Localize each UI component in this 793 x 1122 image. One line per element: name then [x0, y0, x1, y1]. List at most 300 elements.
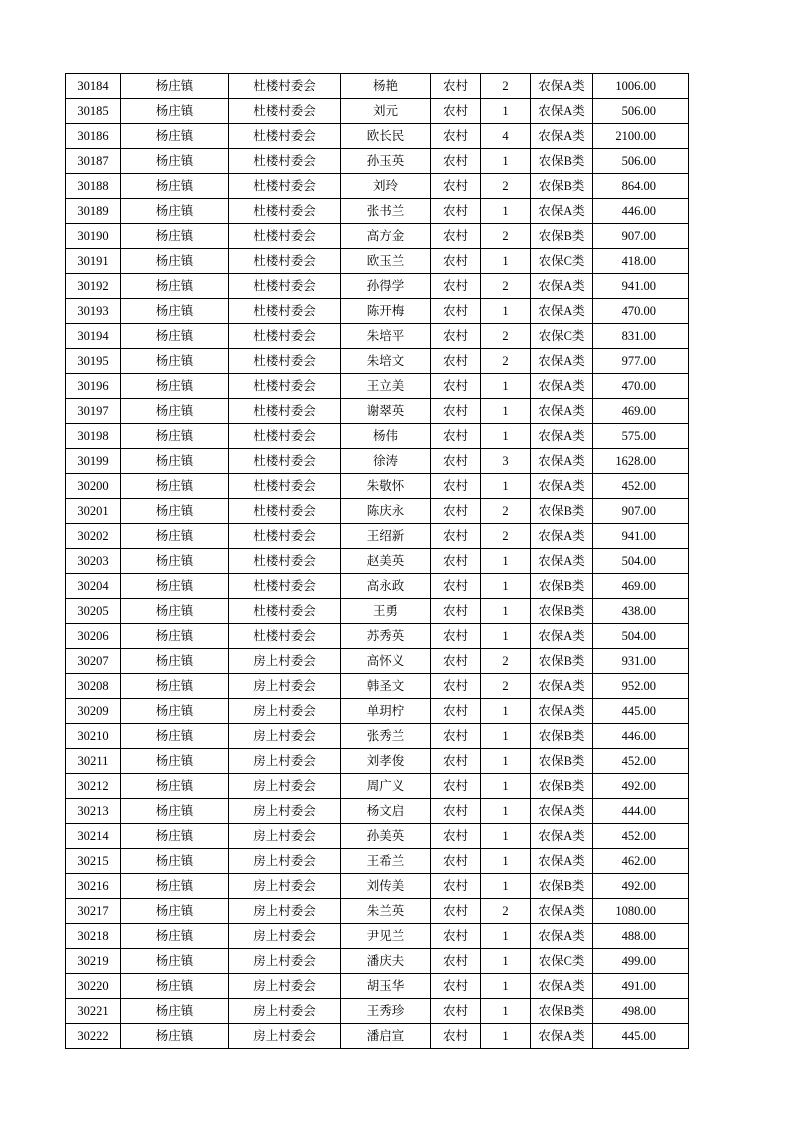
cell-count: 1	[481, 849, 531, 874]
cell-town: 杨庄镇	[121, 824, 229, 849]
cell-category: 农保A类	[531, 349, 593, 374]
cell-id: 30191	[66, 249, 121, 274]
cell-name: 孙得学	[341, 274, 431, 299]
cell-name: 杨伟	[341, 424, 431, 449]
cell-count: 1	[481, 374, 531, 399]
cell-amount: 504.00	[593, 549, 689, 574]
cell-category: 农保B类	[531, 224, 593, 249]
cell-amount: 470.00	[593, 299, 689, 324]
cell-id: 30185	[66, 99, 121, 124]
cell-village: 杜楼村委会	[229, 299, 341, 324]
cell-village: 杜楼村委会	[229, 524, 341, 549]
cell-count: 2	[481, 674, 531, 699]
cell-id: 30199	[66, 449, 121, 474]
cell-village: 房上村委会	[229, 799, 341, 824]
cell-count: 2	[481, 324, 531, 349]
cell-count: 2	[481, 524, 531, 549]
cell-count: 1	[481, 249, 531, 274]
table-row	[66, 299, 689, 324]
cell-id: 30210	[66, 724, 121, 749]
cell-amount: 438.00	[593, 599, 689, 624]
cell-amount: 446.00	[593, 724, 689, 749]
cell-amount: 931.00	[593, 649, 689, 674]
cell-village: 杜楼村委会	[229, 249, 341, 274]
cell-village: 房上村委会	[229, 1024, 341, 1049]
cell-residence: 农村	[431, 624, 481, 649]
cell-category: 农保A类	[531, 899, 593, 924]
table-row	[66, 499, 689, 524]
cell-name: 孙玉英	[341, 149, 431, 174]
cell-name: 欧玉兰	[341, 249, 431, 274]
cell-count: 1	[481, 999, 531, 1024]
cell-category: 农保A类	[531, 699, 593, 724]
cell-town: 杨庄镇	[121, 324, 229, 349]
cell-residence: 农村	[431, 774, 481, 799]
cell-count: 1	[481, 724, 531, 749]
cell-residence: 农村	[431, 899, 481, 924]
cell-name: 朱培文	[341, 349, 431, 374]
cell-name: 刘元	[341, 99, 431, 124]
cell-amount: 452.00	[593, 824, 689, 849]
table-row	[66, 674, 689, 699]
cell-id: 30209	[66, 699, 121, 724]
cell-name: 朱敬怀	[341, 474, 431, 499]
cell-id: 30184	[66, 74, 121, 99]
cell-town: 杨庄镇	[121, 299, 229, 324]
cell-amount: 445.00	[593, 699, 689, 724]
cell-count: 1	[481, 399, 531, 424]
table-row	[66, 374, 689, 399]
cell-category: 农保B类	[531, 574, 593, 599]
cell-count: 1	[481, 974, 531, 999]
cell-village: 房上村委会	[229, 999, 341, 1024]
cell-count: 1	[481, 574, 531, 599]
cell-count: 1	[481, 799, 531, 824]
cell-village: 杜楼村委会	[229, 499, 341, 524]
cell-id: 30220	[66, 974, 121, 999]
cell-village: 房上村委会	[229, 849, 341, 874]
cell-village: 房上村委会	[229, 974, 341, 999]
cell-id: 30213	[66, 799, 121, 824]
cell-name: 谢翠英	[341, 399, 431, 424]
cell-name: 高永政	[341, 574, 431, 599]
cell-amount: 506.00	[593, 149, 689, 174]
cell-category: 农保A类	[531, 1024, 593, 1049]
cell-category: 农保A类	[531, 824, 593, 849]
cell-town: 杨庄镇	[121, 899, 229, 924]
cell-village: 房上村委会	[229, 899, 341, 924]
cell-village: 杜楼村委会	[229, 599, 341, 624]
cell-amount: 498.00	[593, 999, 689, 1024]
cell-amount: 452.00	[593, 749, 689, 774]
cell-village: 杜楼村委会	[229, 149, 341, 174]
cell-residence: 农村	[431, 674, 481, 699]
cell-village: 杜楼村委会	[229, 324, 341, 349]
cell-id: 30218	[66, 924, 121, 949]
cell-amount: 941.00	[593, 274, 689, 299]
table-row	[66, 849, 689, 874]
cell-count: 1	[481, 874, 531, 899]
cell-id: 30190	[66, 224, 121, 249]
cell-town: 杨庄镇	[121, 699, 229, 724]
cell-town: 杨庄镇	[121, 974, 229, 999]
cell-amount: 1006.00	[593, 74, 689, 99]
cell-id: 30193	[66, 299, 121, 324]
cell-village: 房上村委会	[229, 749, 341, 774]
cell-id: 30206	[66, 624, 121, 649]
cell-id: 30211	[66, 749, 121, 774]
cell-id: 30189	[66, 199, 121, 224]
cell-town: 杨庄镇	[121, 649, 229, 674]
cell-town: 杨庄镇	[121, 124, 229, 149]
table-row	[66, 799, 689, 824]
cell-name: 王希兰	[341, 849, 431, 874]
cell-residence: 农村	[431, 724, 481, 749]
cell-name: 高方金	[341, 224, 431, 249]
cell-id: 30196	[66, 374, 121, 399]
cell-id: 30198	[66, 424, 121, 449]
cell-count: 4	[481, 124, 531, 149]
cell-count: 2	[481, 74, 531, 99]
cell-residence: 农村	[431, 924, 481, 949]
table-row	[66, 974, 689, 999]
cell-town: 杨庄镇	[121, 924, 229, 949]
cell-category: 农保A类	[531, 474, 593, 499]
cell-count: 1	[481, 599, 531, 624]
cell-residence: 农村	[431, 249, 481, 274]
cell-amount: 470.00	[593, 374, 689, 399]
cell-village: 杜楼村委会	[229, 99, 341, 124]
cell-name: 王绍新	[341, 524, 431, 549]
cell-id: 30197	[66, 399, 121, 424]
cell-town: 杨庄镇	[121, 149, 229, 174]
table-row	[66, 624, 689, 649]
table-sheet	[65, 73, 689, 1049]
cell-amount: 418.00	[593, 249, 689, 274]
table-row	[66, 124, 689, 149]
cell-id: 30205	[66, 599, 121, 624]
cell-count: 2	[481, 349, 531, 374]
cell-name: 王立美	[341, 374, 431, 399]
table-row	[66, 699, 689, 724]
cell-amount: 907.00	[593, 499, 689, 524]
cell-village: 房上村委会	[229, 774, 341, 799]
cell-residence: 农村	[431, 749, 481, 774]
cell-name: 陈庆永	[341, 499, 431, 524]
table-row	[66, 149, 689, 174]
cell-town: 杨庄镇	[121, 424, 229, 449]
cell-amount: 462.00	[593, 849, 689, 874]
cell-count: 1	[481, 824, 531, 849]
table-row	[66, 824, 689, 849]
cell-town: 杨庄镇	[121, 99, 229, 124]
cell-id: 30216	[66, 874, 121, 899]
cell-village: 杜楼村委会	[229, 374, 341, 399]
cell-category: 农保A类	[531, 399, 593, 424]
cell-category: 农保B类	[531, 149, 593, 174]
cell-village: 杜楼村委会	[229, 224, 341, 249]
cell-count: 1	[481, 699, 531, 724]
cell-village: 房上村委会	[229, 924, 341, 949]
cell-name: 陈开梅	[341, 299, 431, 324]
cell-amount: 504.00	[593, 624, 689, 649]
cell-residence: 农村	[431, 99, 481, 124]
table-row	[66, 549, 689, 574]
cell-category: 农保B类	[531, 999, 593, 1024]
table-row	[66, 224, 689, 249]
cell-village: 杜楼村委会	[229, 199, 341, 224]
cell-count: 1	[481, 924, 531, 949]
table-row	[66, 424, 689, 449]
cell-amount: 444.00	[593, 799, 689, 824]
cell-amount: 952.00	[593, 674, 689, 699]
cell-count: 2	[481, 649, 531, 674]
cell-count: 2	[481, 224, 531, 249]
cell-count: 1	[481, 949, 531, 974]
cell-count: 2	[481, 174, 531, 199]
cell-category: 农保A类	[531, 924, 593, 949]
cell-village: 房上村委会	[229, 649, 341, 674]
cell-town: 杨庄镇	[121, 724, 229, 749]
cell-village: 杜楼村委会	[229, 174, 341, 199]
cell-category: 农保C类	[531, 949, 593, 974]
table-row	[66, 999, 689, 1024]
cell-category: 农保A类	[531, 74, 593, 99]
cell-residence: 农村	[431, 449, 481, 474]
cell-count: 1	[481, 749, 531, 774]
cell-town: 杨庄镇	[121, 549, 229, 574]
table-row	[66, 749, 689, 774]
cell-count: 2	[481, 899, 531, 924]
cell-id: 30186	[66, 124, 121, 149]
cell-amount: 452.00	[593, 474, 689, 499]
cell-residence: 农村	[431, 574, 481, 599]
cell-id: 30203	[66, 549, 121, 574]
cell-village: 杜楼村委会	[229, 424, 341, 449]
cell-residence: 农村	[431, 524, 481, 549]
cell-category: 农保B类	[531, 599, 593, 624]
cell-id: 30215	[66, 849, 121, 874]
cell-residence: 农村	[431, 274, 481, 299]
records-table-body	[66, 74, 689, 1049]
cell-town: 杨庄镇	[121, 499, 229, 524]
cell-town: 杨庄镇	[121, 799, 229, 824]
cell-village: 杜楼村委会	[229, 449, 341, 474]
cell-residence: 农村	[431, 124, 481, 149]
cell-town: 杨庄镇	[121, 274, 229, 299]
cell-name: 王勇	[341, 599, 431, 624]
table-row	[66, 99, 689, 124]
cell-town: 杨庄镇	[121, 374, 229, 399]
table-row	[66, 449, 689, 474]
cell-town: 杨庄镇	[121, 949, 229, 974]
cell-amount: 491.00	[593, 974, 689, 999]
cell-id: 30204	[66, 574, 121, 599]
cell-id: 30195	[66, 349, 121, 374]
cell-town: 杨庄镇	[121, 1024, 229, 1049]
cell-town: 杨庄镇	[121, 574, 229, 599]
table-row	[66, 349, 689, 374]
cell-residence: 农村	[431, 174, 481, 199]
cell-town: 杨庄镇	[121, 624, 229, 649]
cell-residence: 农村	[431, 224, 481, 249]
cell-id: 30188	[66, 174, 121, 199]
cell-id: 30187	[66, 149, 121, 174]
cell-village: 杜楼村委会	[229, 399, 341, 424]
cell-residence: 农村	[431, 349, 481, 374]
cell-residence: 农村	[431, 649, 481, 674]
cell-count: 1	[481, 299, 531, 324]
cell-id: 30201	[66, 499, 121, 524]
records-table	[65, 73, 689, 1049]
table-row	[66, 524, 689, 549]
table-row	[66, 574, 689, 599]
cell-category: 农保B类	[531, 749, 593, 774]
cell-town: 杨庄镇	[121, 249, 229, 274]
cell-count: 1	[481, 149, 531, 174]
cell-count: 1	[481, 1024, 531, 1049]
table-row	[66, 924, 689, 949]
cell-count: 1	[481, 474, 531, 499]
table-row	[66, 74, 689, 99]
cell-name: 潘启宣	[341, 1024, 431, 1049]
cell-count: 1	[481, 774, 531, 799]
table-row	[66, 599, 689, 624]
cell-amount: 831.00	[593, 324, 689, 349]
cell-residence: 农村	[431, 299, 481, 324]
cell-town: 杨庄镇	[121, 524, 229, 549]
cell-amount: 488.00	[593, 924, 689, 949]
cell-town: 杨庄镇	[121, 349, 229, 374]
cell-village: 杜楼村委会	[229, 474, 341, 499]
cell-residence: 农村	[431, 949, 481, 974]
cell-category: 农保B类	[531, 174, 593, 199]
cell-village: 杜楼村委会	[229, 124, 341, 149]
cell-name: 张书兰	[341, 199, 431, 224]
cell-town: 杨庄镇	[121, 874, 229, 899]
cell-category: 农保A类	[531, 374, 593, 399]
table-row	[66, 474, 689, 499]
table-row	[66, 174, 689, 199]
cell-category: 农保A类	[531, 849, 593, 874]
cell-name: 欧长民	[341, 124, 431, 149]
cell-amount: 446.00	[593, 199, 689, 224]
cell-name: 朱兰英	[341, 899, 431, 924]
cell-count: 2	[481, 274, 531, 299]
cell-town: 杨庄镇	[121, 174, 229, 199]
cell-village: 房上村委会	[229, 824, 341, 849]
cell-category: 农保A类	[531, 524, 593, 549]
cell-amount: 864.00	[593, 174, 689, 199]
cell-category: 农保A类	[531, 549, 593, 574]
cell-village: 房上村委会	[229, 699, 341, 724]
cell-amount: 907.00	[593, 224, 689, 249]
cell-count: 1	[481, 424, 531, 449]
cell-name: 刘玲	[341, 174, 431, 199]
cell-name: 苏秀英	[341, 624, 431, 649]
cell-name: 韩圣文	[341, 674, 431, 699]
cell-residence: 农村	[431, 824, 481, 849]
cell-id: 30207	[66, 649, 121, 674]
cell-name: 刘传美	[341, 874, 431, 899]
cell-name: 赵美英	[341, 549, 431, 574]
table-row	[66, 274, 689, 299]
cell-village: 杜楼村委会	[229, 274, 341, 299]
table-row	[66, 774, 689, 799]
cell-id: 30202	[66, 524, 121, 549]
cell-residence: 农村	[431, 324, 481, 349]
cell-amount: 575.00	[593, 424, 689, 449]
cell-category: 农保B类	[531, 499, 593, 524]
cell-id: 30219	[66, 949, 121, 974]
cell-residence: 农村	[431, 849, 481, 874]
cell-town: 杨庄镇	[121, 774, 229, 799]
cell-category: 农保A类	[531, 274, 593, 299]
cell-residence: 农村	[431, 374, 481, 399]
cell-amount: 492.00	[593, 874, 689, 899]
cell-id: 30217	[66, 899, 121, 924]
cell-town: 杨庄镇	[121, 74, 229, 99]
cell-id: 30194	[66, 324, 121, 349]
cell-id: 30212	[66, 774, 121, 799]
cell-name: 潘庆夫	[341, 949, 431, 974]
cell-category: 农保A类	[531, 799, 593, 824]
cell-amount: 977.00	[593, 349, 689, 374]
cell-count: 1	[481, 549, 531, 574]
cell-name: 徐涛	[341, 449, 431, 474]
cell-name: 张秀兰	[341, 724, 431, 749]
cell-id: 30200	[66, 474, 121, 499]
cell-residence: 农村	[431, 1024, 481, 1049]
cell-amount: 469.00	[593, 574, 689, 599]
cell-id: 30214	[66, 824, 121, 849]
cell-name: 胡玉华	[341, 974, 431, 999]
cell-category: 农保B类	[531, 874, 593, 899]
cell-amount: 1628.00	[593, 449, 689, 474]
cell-count: 1	[481, 199, 531, 224]
cell-residence: 农村	[431, 799, 481, 824]
cell-village: 房上村委会	[229, 874, 341, 899]
table-row	[66, 874, 689, 899]
table-row	[66, 724, 689, 749]
cell-category: 农保A类	[531, 974, 593, 999]
cell-category: 农保A类	[531, 124, 593, 149]
cell-town: 杨庄镇	[121, 849, 229, 874]
cell-amount: 469.00	[593, 399, 689, 424]
table-row	[66, 399, 689, 424]
cell-amount: 2100.00	[593, 124, 689, 149]
cell-residence: 农村	[431, 74, 481, 99]
cell-amount: 1080.00	[593, 899, 689, 924]
cell-residence: 农村	[431, 599, 481, 624]
cell-residence: 农村	[431, 974, 481, 999]
cell-residence: 农村	[431, 999, 481, 1024]
cell-town: 杨庄镇	[121, 749, 229, 774]
cell-residence: 农村	[431, 499, 481, 524]
cell-residence: 农村	[431, 424, 481, 449]
cell-category: 农保A类	[531, 674, 593, 699]
cell-village: 房上村委会	[229, 949, 341, 974]
cell-category: 农保A类	[531, 449, 593, 474]
cell-id: 30208	[66, 674, 121, 699]
cell-count: 2	[481, 499, 531, 524]
cell-town: 杨庄镇	[121, 599, 229, 624]
cell-residence: 农村	[431, 699, 481, 724]
cell-name: 尹见兰	[341, 924, 431, 949]
cell-residence: 农村	[431, 199, 481, 224]
cell-village: 杜楼村委会	[229, 624, 341, 649]
table-row	[66, 249, 689, 274]
